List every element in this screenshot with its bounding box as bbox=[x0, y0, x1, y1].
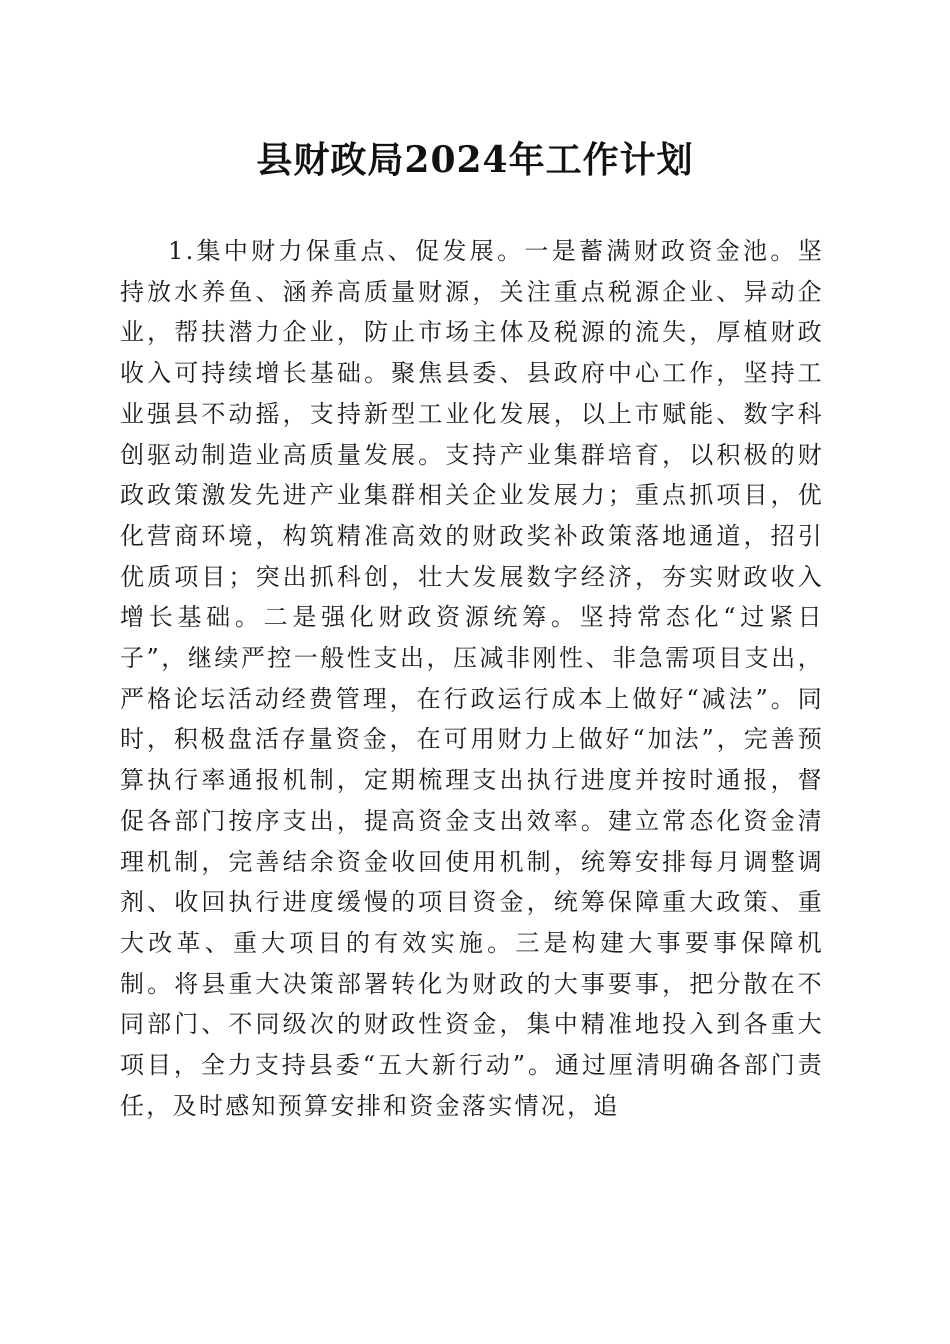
document-title: 县财政局2024年工作计划 bbox=[256, 139, 694, 181]
body-paragraph: 1.集中财力保重点、促发展。一是蓄满财政资金池。坚持放水养鱼、涵养高质量财源，关注重点税源企业、异动企业，帮扶潜力企业，防止市场主体及税源的流失，厚植财政收入可持续增长基础。聚焦县委、县政府中心工作，坚持工业强县不动摇，支持新型工业化发展，以上市赋能、数字科创驱动制造业高质量发展。支持产业集群培育，以积极的财政政策激发先进产业集群相关企业发展力；重点抓项目，优化营商环境，构筑精准高效的财政奖补政策落地通道，招引优质项目；突出抓科创，壮大发展数字经济，夯实财政收入增长基础。二是强化财政资源统筹。坚持常态化“过紧日子”，继续严控一般性支出，压减非刚性、非急需项目支出，严格论坛活动经费管理，在行政运行成本上做好“减法”。同时，积极盘活存量资金，在可用财力上做好“加法”，完善预算执行率通报机制，定期梳理支出执行进度并按时通报，督促各部门按序支出，提高资金支出效率。建立常态化资金清理机制，完善结余资金收回使用机制，统筹安排每月调整调剂、收回执行进度缓慢的项目资金，统筹保障重大政策、重大改革、重大项目的有效实施。三是构建大事要事保障机制。将县重大决策部署转化为财政的大事要事，把分散在不同部门、不同级次的财政性资金，集中精准地投入到各重大项目，全力支持县委“五大新行动”。通过厘清明确各部门责任，及时感知预算安排和资金落实情况，追 bbox=[120, 237, 824, 1120]
